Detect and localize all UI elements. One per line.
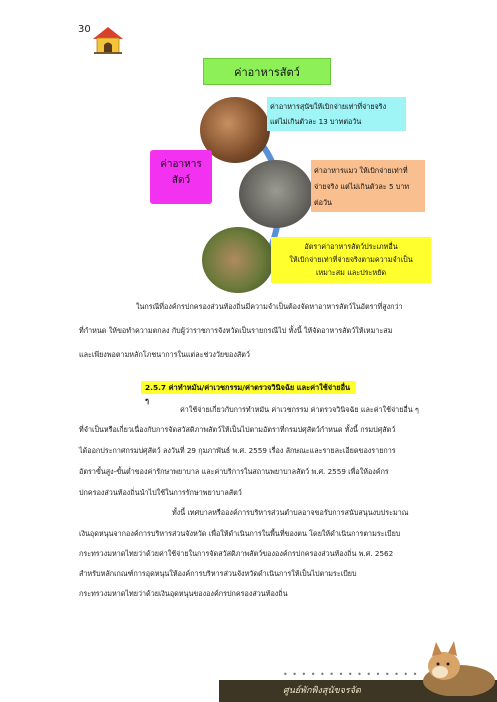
paragraph-line: สำหรับหลักเกณฑ์การอุดหนุนให้องค์การบริหารส่วนจังหวัดดำเนินการให้เป็นไปตามระเบียบ (79, 569, 357, 578)
cat-food-line: จ่ายจริง แต่ไม่เกินตัวละ 5 บาท (314, 182, 410, 191)
page-number: 30 (78, 24, 91, 35)
center-label (150, 150, 212, 204)
page-title: ค่าอาหารสัตว์ (203, 58, 331, 85)
paragraph-line: อัตราขั้นสูง-ขั้นต่ำของค่ารักษาพยาบาล และค่าบริการในสถานพยาบาลสัตว์ พ.ศ. 2559 เพื่อให้องค์กร (79, 467, 389, 476)
other-food-box (271, 237, 431, 283)
paragraph-line: ในกรณีที่องค์กรปกครองส่วนท้องถิ่นมีความจำเป็นต้องจัดหาอาหารสัตว์ในอัตราที่สูงกว่า (136, 302, 403, 311)
cat-food-line: ต่อวัน (314, 198, 332, 207)
dog-food-line: แต่ไม่เกินตัวละ 13 บาทต่อวัน (270, 117, 362, 126)
paragraph-line: ที่จำเป็นหรือเกี่ยวเนื่องกับการจัดสวัสดิภาพสัตว์ให้เป็นไปตามอัตราที่กรมปศุสัตว์กำหนด ทั้งนี้ กรมปศุสัตว์ (79, 425, 396, 434)
center-label-line: ค่าอาหาร (160, 159, 202, 170)
elephant-photo (202, 227, 274, 293)
cat-food-line: ค่าอาหารแมว ให้เบิกจ่ายเท่าที่ (314, 166, 408, 175)
cat-food-box (311, 160, 425, 212)
dog-food-line: ค่าอาหารสุนัขให้เบิกจ่ายเท่าที่จ่ายจริง (270, 102, 387, 111)
cat-photo (239, 160, 313, 228)
shiba-dog-photo (414, 636, 497, 696)
center-label-line: สัตว์ (171, 175, 191, 186)
other-food-line: ให้เบิกจ่ายเท่าที่จ่ายจริงตามความจำเป็น (289, 255, 413, 264)
paragraph-line: ค่าใช้จ่ายเกี่ยวกับการทำหมัน ค่าเวชกรรม ค่าตรวจวินิจฉัย และค่าใช้จ่ายอื่น ๆ (180, 405, 419, 414)
paragraph-line: และเพียงพอตามหลักโภชนาการในแต่ละช่วงวัยของสัตว์ (79, 350, 250, 359)
paragraph-line: กระทรวงมหาดไทยว่าด้วยเงินอุดหนุนขององค์กรปกครองส่วนท้องถิ่น (79, 589, 288, 598)
other-food-line: เหมาะสม และประหยัด (315, 268, 387, 277)
footer-text: ศูนย์พักพิงสุนัขจรจัด (283, 686, 361, 696)
paragraph-line: กระทรวงมหาดไทยว่าด้วยค่าใช้จ่ายในการจัดสวัสดิภาพสัตว์ขององค์กรปกครองส่วนท้องถิ่น พ.ศ. 2562 (79, 549, 394, 558)
paragraph-line: ที่กำหนด ให้ขอทำความตกลง กับผู้ว่าราชการจังหวัดเป็นรายกรณีไป ทั้งนี้ ให้จัดอาหารสัตว์ให้เหมาะสม (79, 326, 393, 335)
dog-food-box (267, 97, 406, 131)
paragraph-line: เงินอุดหนุนจากองค์การบริหารส่วนจังหวัด เพื่อให้ดำเนินการในพื้นที่ของตน โดยให้ดำเนินการตามระเบียบ (79, 529, 401, 538)
section-heading: 2.5.7 ค่าทำหมัน/ค่าเวชกรรม/ค่าตรวจวินิจฉัย และค่าใช้จ่ายอื่น ๆ (141, 381, 356, 394)
paragraph-line: ปกครองส่วนท้องถิ่นนำไปใช้ในการรักษาพยาบาลสัตว์ (79, 488, 242, 497)
other-food-line: อัตราค่าอาหารสัตว์ประเภทอื่น (304, 242, 398, 251)
footer-dots: • • • • • • • • • • • • • • • (283, 670, 419, 679)
paragraph-line: ได้ออกประกาศกรมปศุสัตว์ ลงวันที่ 29 กุมภาพันธ์ พ.ศ. 2559 เรื่อง ลักษณะและรายละเอียดของรายการ (79, 446, 396, 455)
paragraph-line: ทั้งนี้ เทศบาลหรือองค์การบริหารส่วนตำบลอาจขอรับการสนับสนุนงบประมาณ (172, 508, 409, 517)
